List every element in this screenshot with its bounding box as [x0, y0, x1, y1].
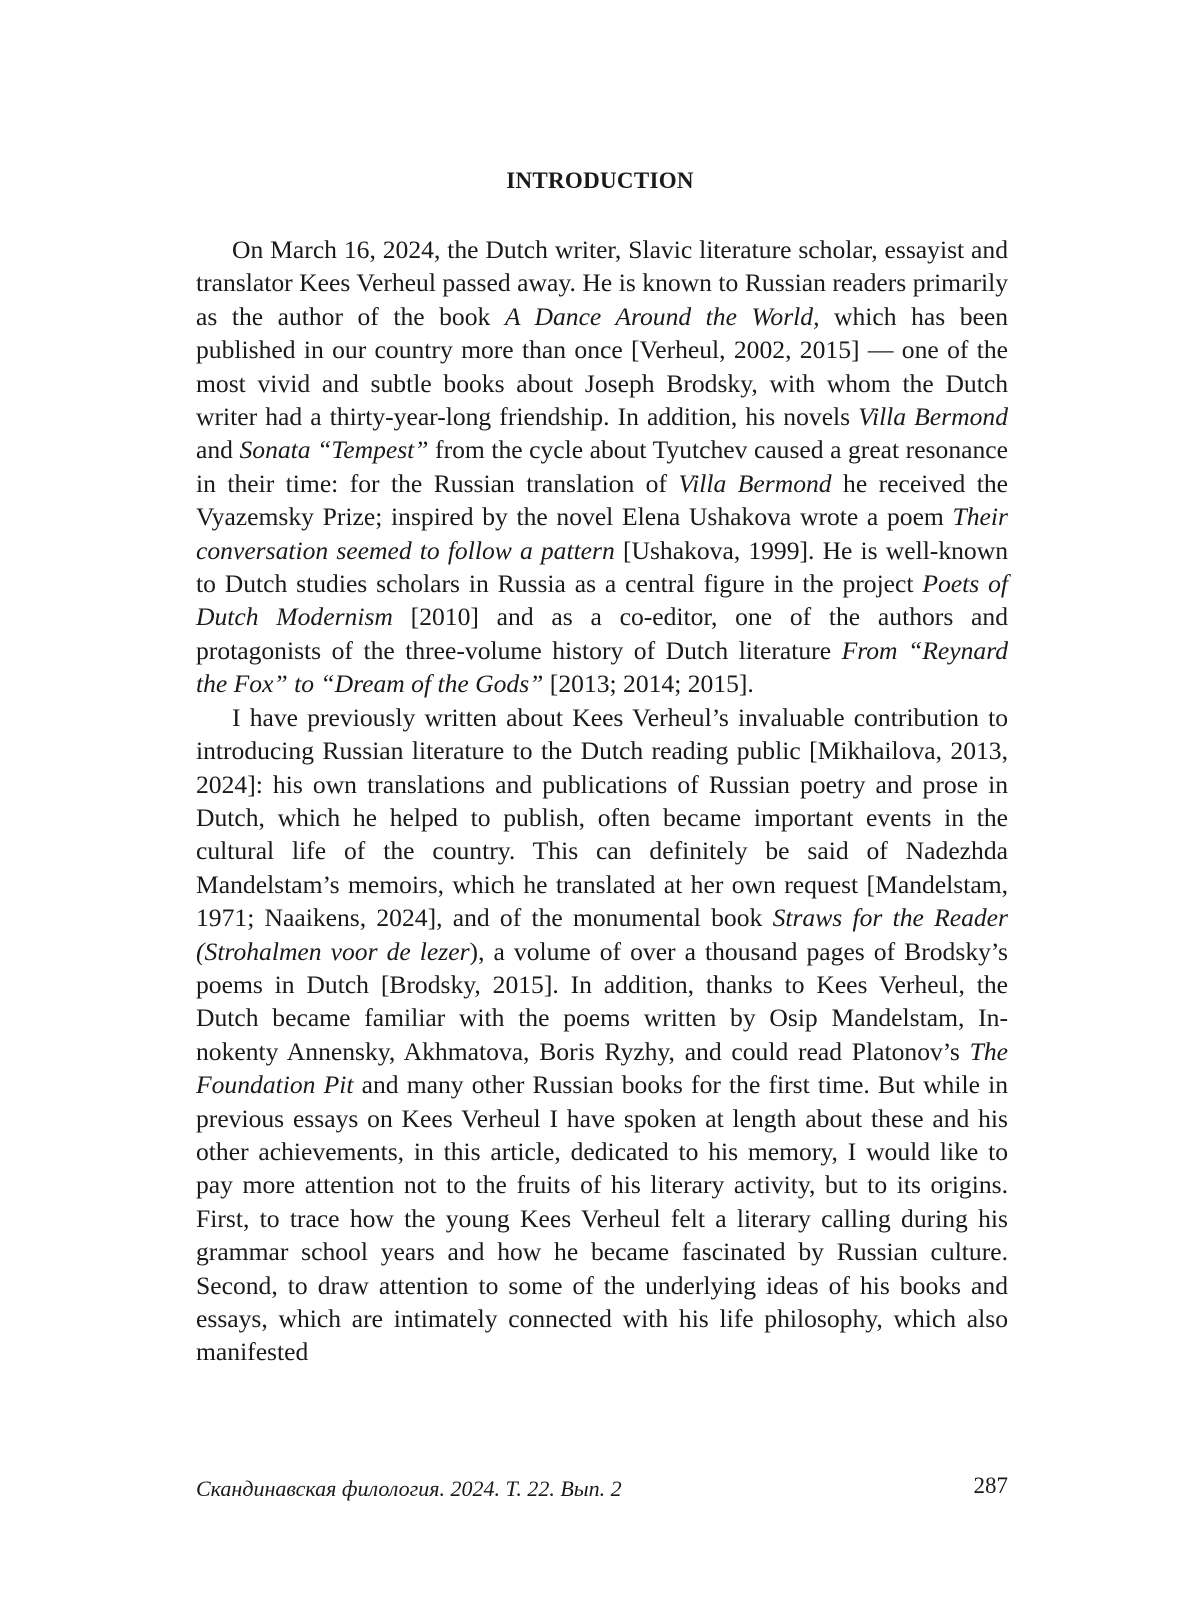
section-heading: INTRODUCTION: [506, 168, 694, 193]
italic-title-run: The Foundation Pit: [196, 1036, 1008, 1100]
text-run: he received the Vyazemsky Prize; inspired by the novel Elena Ushakova wrote a poem: [196, 468, 1009, 532]
italic-title-run: Straws for the Reader (Strohalmen voor de lezer: [196, 903, 1008, 966]
italic-title-run: Villa Bermond: [858, 402, 1008, 432]
text-run: [2010] and as a co-editor, one of the authors and protagonists of the three-volume history of Dutch literature: [196, 602, 1008, 665]
text-run: ), a volume of over a thousand pages of Brodsky’s poems in Dutch [Brodsky, 2015]. In addition, thanks to Kees Verheul, the Dutch became familiar with the poems written by Osip Mandelstam, Innokenty Annensky, Akhmatova, Boris Ryzhy, and could read Platonov’s: [196, 936, 1008, 1066]
text-run: On March 16, 2024, the Dutch writer, Slavic literature scholar, essayist and translator Kees Verheul passed away. He is known to Russian readers primarily as the author of the book: [196, 235, 1008, 331]
text-run: I have previously written about Kees Verheul’s invaluable contribution to introducing Russian literature to the Dutch reading public [Mikhailova, 2013, 2024]: his own translations and publications of Russian poetry and prose in Dutch, which he helped to publish, often became important events in the cultural life of the country. This can definitely be said of Nadezhda Mandelstam’s memoirs, which he translated at her own request [Mandelstam, 1971; Naaikens, 2024], and of the monumental book: [196, 702, 1008, 933]
text-run: from the cycle about Tyutchev caused a great resonance in their time: for the Russian translation of: [196, 435, 1008, 498]
text-run: which has been published in our country more than once [Verheul, 2002, 2015] — one of the most vivid and subtle books about Joseph Brodsky, with whom the Dutch writer had a thirty-year-long friendship. In addition, his novels: [196, 301, 1009, 432]
italic-title-run: From “Reynard the Fox” to “Dream of the Gods”: [196, 635, 1009, 699]
text-run: and many other Russian books for the first time. But while in previous essays on Kees Verheul I have spoken at length about these and his other achievements, in this article, dedicated to his memory, I would like to pay more attention not to the fruits of his literary activity, but to its origins. First, to trace how the young Kees Verheul felt a literary calling during his grammar school years and how he became fascinated by Russian culture. Second, to draw attention to some of the underlying ideas of his books and essays, which are intimately connected with his life philosophy, which also manifested: [196, 1070, 1008, 1367]
text-run: and: [196, 435, 240, 465]
italic-title-run: Villa Bermond: [678, 468, 832, 498]
running-footer-journal: Скандинавская филология. 2024. Т. 22. Вып. 2: [196, 1476, 622, 1501]
page-number: 287: [973, 1473, 1008, 1498]
article-body: [196, 233, 1008, 1369]
italic-title-run: Their conversation seemed to follow a pattern: [196, 502, 1008, 565]
text-run: [Ushakova, 1999]. He is well-known to Dutch studies scholars in Russia as a central figure in the project: [196, 535, 1009, 599]
italic-title-run: A Dance Around the World,: [504, 301, 820, 331]
paragraph-2: [196, 701, 1008, 1369]
italic-title-run: Poets of Dutch Modernism: [196, 569, 1009, 632]
text-run: [2013; 2014; 2015].: [543, 669, 754, 699]
italic-title-run: Sonata “Tempest”: [239, 435, 429, 465]
paragraph-1: [196, 233, 1008, 701]
